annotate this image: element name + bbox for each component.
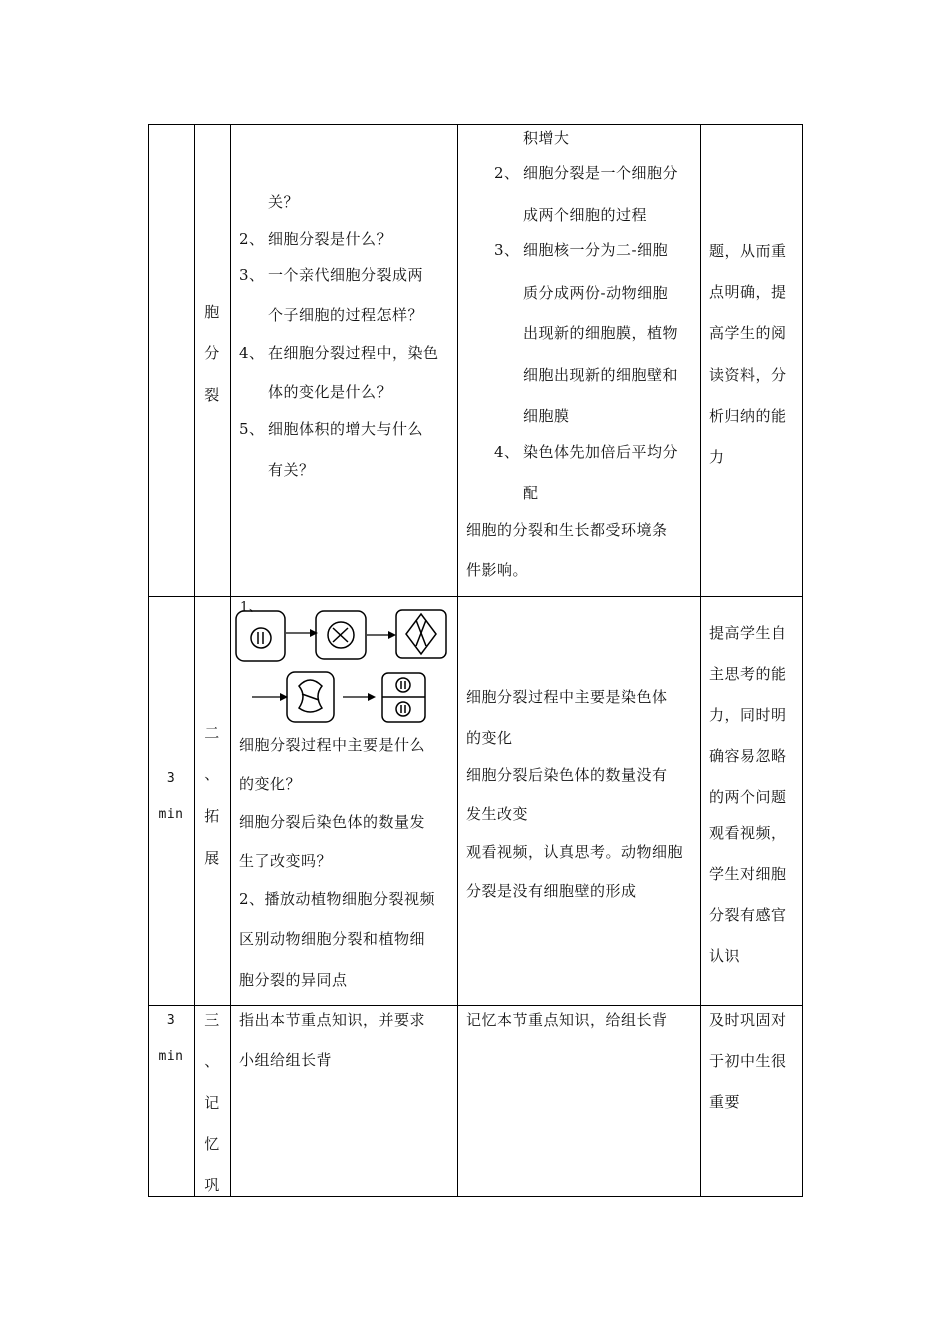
row3-stage-char: 三 [204, 1011, 220, 1029]
row1-student-line: 配 [523, 484, 539, 502]
row2-teacher-line: 2、播放动植物细胞分裂视频 [239, 890, 436, 908]
row1-teacher-line: 关？ [268, 193, 300, 211]
row2-teacher-line: 生了改变吗？ [239, 852, 333, 870]
row2-intent-line: 力，同时明 [709, 706, 787, 724]
row1-teacher-line: 细胞分裂是什么？ [268, 230, 393, 248]
row1-student-line: 细胞分裂是一个细胞分 [523, 164, 679, 182]
row2-intent-line: 观看视频， [709, 824, 787, 842]
row1-student-tail: 件影响。 [466, 561, 529, 579]
row1-teacher-line: 个子细胞的过程怎样？ [268, 306, 424, 324]
row1-teacher-line: 体的变化是什么？ [268, 383, 393, 401]
row3-time: 3 [166, 1013, 176, 1028]
row2-stage-char: 二 [204, 724, 220, 742]
row1-intent-line: 高学生的阅 [709, 324, 787, 342]
arrow-1 [286, 629, 318, 637]
row2-intent-line: 主思考的能 [709, 665, 787, 683]
row1-student-tail: 细胞的分裂和生长都受环境条 [466, 521, 668, 539]
row2-teacher-line: 的变化？ [239, 775, 302, 793]
row2-time: 3 [166, 771, 176, 786]
row3-intent-line: 及时巩固对 [709, 1011, 787, 1029]
row3-intent-line: 于初中生很 [709, 1052, 787, 1070]
row2-intent-line: 认识 [709, 947, 741, 965]
row1-student-line: 出现新的细胞膜，植物 [523, 324, 679, 342]
row1-teacher-line: 细胞体积的增大与什么 [268, 420, 424, 438]
row2-teacher-line: 细胞分裂后染色体的数量发 [239, 813, 426, 831]
row1-student-num: 3、 [494, 241, 520, 259]
cell-stage-4 [287, 672, 334, 722]
row1-teacher-line: 一个亲代细胞分裂成两 [268, 266, 424, 284]
cell-division-diagram [230, 596, 456, 730]
row1-teacher-num: 2、 [239, 230, 265, 248]
cell-stage-5 [382, 673, 425, 722]
row1-stage-char: 裂 [204, 386, 220, 404]
row2-intent-line: 分裂有感官 [709, 906, 787, 924]
row3-stage-char: 忆 [204, 1135, 220, 1153]
cell-stage-3 [396, 610, 446, 658]
row1-student-line: 成两个细胞的过程 [523, 206, 648, 224]
row2-intent-line: 确容易忽略 [709, 747, 787, 765]
row3-time-unit: min [158, 1049, 184, 1064]
row1-stage-char: 胞 [204, 303, 220, 321]
row-divider-2 [149, 1005, 802, 1006]
row2-teacher-line: 胞分裂的异同点 [239, 971, 348, 989]
row2-student-line: 发生改变 [466, 805, 529, 823]
row1-intent-line: 析归纳的能 [709, 407, 787, 425]
row2-student-line: 的变化 [466, 729, 513, 747]
row1-student-line: 积增大 [523, 129, 570, 147]
row2-student-line: 观看视频，认真思考。动物细胞 [466, 843, 684, 861]
arrow-3 [252, 693, 288, 701]
row1-intent-line: 读资料，分 [709, 366, 787, 384]
diagram-label: 1、 [240, 600, 263, 615]
row3-intent-line: 重要 [709, 1093, 741, 1111]
row1-teacher-num: 4、 [239, 344, 265, 362]
row1-student-line: 细胞出现新的细胞壁和 [523, 366, 679, 384]
row1-student-num: 2、 [494, 164, 520, 182]
row1-teacher-line: 有关？ [268, 461, 315, 479]
row2-intent-line: 的两个问题 [709, 788, 787, 806]
row3-teacher-line: 指出本节重点知识，并要求 [239, 1011, 426, 1029]
row1-student-line: 染色体先加倍后平均分 [523, 443, 679, 461]
col-divider-teacher [457, 125, 458, 1196]
row2-student-line: 细胞分裂后染色体的数量没有 [466, 766, 668, 784]
row2-intent-line: 学生对细胞 [709, 865, 787, 883]
row1-intent-line: 题，从而重 [709, 242, 787, 260]
cell-stage-1 [236, 611, 285, 661]
row1-student-num: 4、 [494, 443, 520, 461]
row1-student-line: 细胞膜 [523, 407, 570, 425]
row1-stage-char: 分 [204, 344, 220, 362]
row2-student-line: 细胞分裂过程中主要是染色体 [466, 688, 668, 706]
row2-teacher-line: 细胞分裂过程中主要是什么 [239, 736, 426, 754]
row2-time-unit: min [158, 807, 184, 822]
row2-stage-char: 、 [204, 765, 220, 783]
row1-intent-line: 点明确，提 [709, 283, 787, 301]
row2-teacher-line: 区别动物细胞分裂和植物细 [239, 930, 426, 948]
row1-teacher-num: 3、 [239, 266, 265, 284]
row2-student-line: 分裂是没有细胞壁的形成 [466, 882, 637, 900]
row2-stage-char: 展 [204, 849, 220, 867]
cell-stage-2 [316, 611, 366, 659]
row3-stage-char: 巩 [204, 1176, 220, 1194]
row3-teacher-line: 小组给组长背 [239, 1051, 333, 1069]
row1-student-line: 质分成两份-动物细胞 [523, 284, 669, 302]
arrow-2 [367, 631, 396, 639]
row3-stage-char: 、 [204, 1052, 220, 1070]
arrow-4 [343, 693, 376, 701]
row1-teacher-line: 在细胞分裂过程中，染色 [268, 344, 439, 362]
row1-intent-line: 力 [709, 448, 725, 466]
row3-stage-char: 记 [204, 1094, 220, 1112]
row2-intent-line: 提高学生自 [709, 624, 787, 642]
row2-stage-char: 拓 [204, 807, 220, 825]
col-divider-student [700, 125, 701, 1196]
row1-teacher-num: 5、 [239, 420, 265, 438]
row1-student-line: 细胞核一分为二-细胞 [523, 241, 669, 259]
col-divider-time [194, 125, 195, 1196]
row3-student-line: 记忆本节重点知识，给组长背 [466, 1011, 668, 1029]
